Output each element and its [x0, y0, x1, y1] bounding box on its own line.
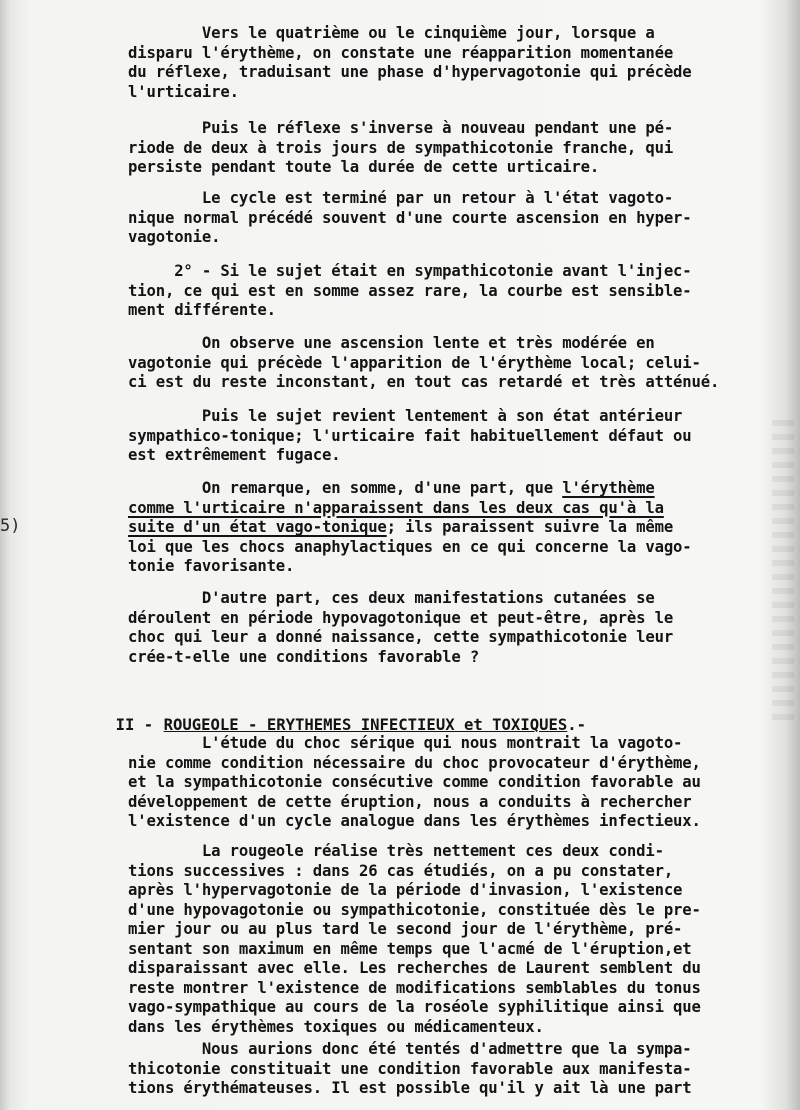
text-span: ; ils paraissent suivre la même — [386, 518, 674, 536]
text-line: La rougeole réalise très nettement ces deux condi- — [128, 842, 664, 860]
text-line: déroulent en période hypovagotonique et peut-être, après le — [128, 608, 674, 627]
text-line: Vers le quatrième ou le cinquième jour, lorsque a — [128, 24, 655, 42]
paragraph — [128, 119, 758, 178]
text-line: ment différente. — [128, 301, 276, 319]
paragraph — [128, 189, 758, 248]
text-line — [128, 518, 758, 538]
underlined-text: l'érythème — [562, 479, 655, 497]
text-line: l'urticaire. — [128, 82, 239, 101]
text-line: dans les érythèmes toxiques ou médicamenteux. — [128, 1017, 544, 1036]
underlined-text: comme l'urticaire n'apparaissent dans les deux cas qu'à la — [128, 498, 664, 517]
paragraph — [128, 842, 758, 1037]
text-line: disparaissant avec elle. Les recherches de Laurent semblent du — [128, 959, 701, 977]
text-line: mier jour ou au plus tard le second jour de l'érythème, pré- — [128, 920, 683, 938]
paragraph-underlined — [128, 479, 758, 577]
text-line: vagotonie qui précède l'apparition de l'érythème local; celui- — [128, 353, 701, 372]
text-line: l'existence d'un cycle analogue dans les érythèmes infectieux. — [128, 812, 701, 830]
scan-bleed-edge — [772, 420, 794, 720]
text-line: choc qui leur a donné naissance, cette sympathicotonie leur — [128, 628, 674, 646]
text-line: persiste pendant toute la durée de cette urticaire. — [128, 158, 600, 176]
text-line: est extrêmement fugace. — [128, 446, 341, 464]
text-line: D'autre part, ces deux manifestations cutanées se — [128, 589, 655, 607]
text-line: reste montrer l'existence de modifications semblables du tonus — [128, 978, 701, 997]
paragraph — [128, 589, 758, 667]
paragraph — [128, 334, 758, 393]
section-title: ROUGEOLE - ERYTHEMES INFECTIEUX et TOXIQUES — [163, 716, 568, 734]
text-line: vagotonie. — [128, 228, 221, 246]
paragraph — [128, 262, 758, 321]
text-line: tions successives : dans 26 cas étudiés, on a pu constater, — [128, 861, 674, 880]
text-line: sentant son maximum en même temps que l'acmé de l'éruption,et — [128, 939, 692, 958]
text-line: thicotonie constituait une condition favorable aux manifesta- — [128, 1059, 692, 1078]
text-line: On observe une ascension lente et très modérée en — [128, 334, 655, 352]
section-number: II - — [115, 716, 154, 734]
text-line: nique normal précédé souvent d'une courte ascension en hyper- — [128, 208, 692, 227]
text-line — [128, 479, 758, 499]
text-line: après l'hypervagotonie de la période d'invasion, l'existence — [128, 881, 683, 899]
paragraph — [128, 734, 758, 832]
text-line: ci est du reste inconstant, en tout cas retardé et très atténué. — [128, 373, 720, 391]
text-line: L'étude du choc sérique qui nous montrait la vagoto- — [128, 734, 683, 752]
text-line: tion, ce qui est en somme assez rare, la courbe est sensible- — [128, 281, 692, 300]
paragraph — [128, 1040, 758, 1099]
text-line: crée-t-elle une conditions favorable ? — [128, 647, 480, 666]
section-title-suffix: .- — [567, 716, 587, 734]
text-line: 2° - Si le sujet était en sympathicotonie avant l'injec- — [128, 262, 692, 280]
text-line: tions érythémateuses. Il est possible qu'il y ait là une part — [128, 1079, 692, 1097]
text-line: et la sympathicotonie consécutive comme condition favorable au — [128, 773, 701, 791]
text-line: Le cycle est terminé par un retour à l'état vagoto- — [128, 189, 674, 207]
text-line: nie comme condition nécessaire du choc provocateur d'érythème, — [128, 753, 701, 772]
margin-mark: 5) — [0, 516, 21, 536]
text-line: du réflexe, traduisant une phase d'hypervagotonie qui précède — [128, 63, 692, 81]
text-line: loi que les chocs anaphylactiques en ce qui concerne la vago- — [128, 537, 692, 556]
text-line — [128, 499, 758, 519]
text-line: d'une hypovagotonie ou sympathicotonie, constituée dès le pre- — [128, 900, 701, 919]
text-line: tonie favorisante. — [128, 557, 295, 575]
text-line: riode de deux à trois jours de sympathicotonie franche, qui — [128, 138, 674, 157]
text-line: Nous aurions donc été tentés d'admettre que la sympa- — [128, 1040, 692, 1058]
text-line: sympathico-tonique; l'urticaire fait habituellement défaut ou — [128, 426, 692, 445]
text-line: développement de cette éruption, nous a conduits à rechercher — [128, 792, 692, 811]
text-line: disparu l'érythème, on constate une réapparition momentanée — [128, 43, 674, 62]
text-line: vago-sympathique au cours de la roséole syphilitique ainsi que — [128, 998, 701, 1016]
text-span: On remarque, en somme, d'une part, que — [128, 479, 563, 497]
paragraph — [128, 407, 758, 466]
text-line: Puis le sujet revient lentement à son état antérieur — [128, 407, 683, 425]
paragraph — [128, 24, 758, 102]
underlined-text: suite d'un état vago-tonique — [128, 518, 387, 536]
text-line: Puis le réflexe s'inverse à nouveau pendant une pé- — [128, 119, 674, 137]
